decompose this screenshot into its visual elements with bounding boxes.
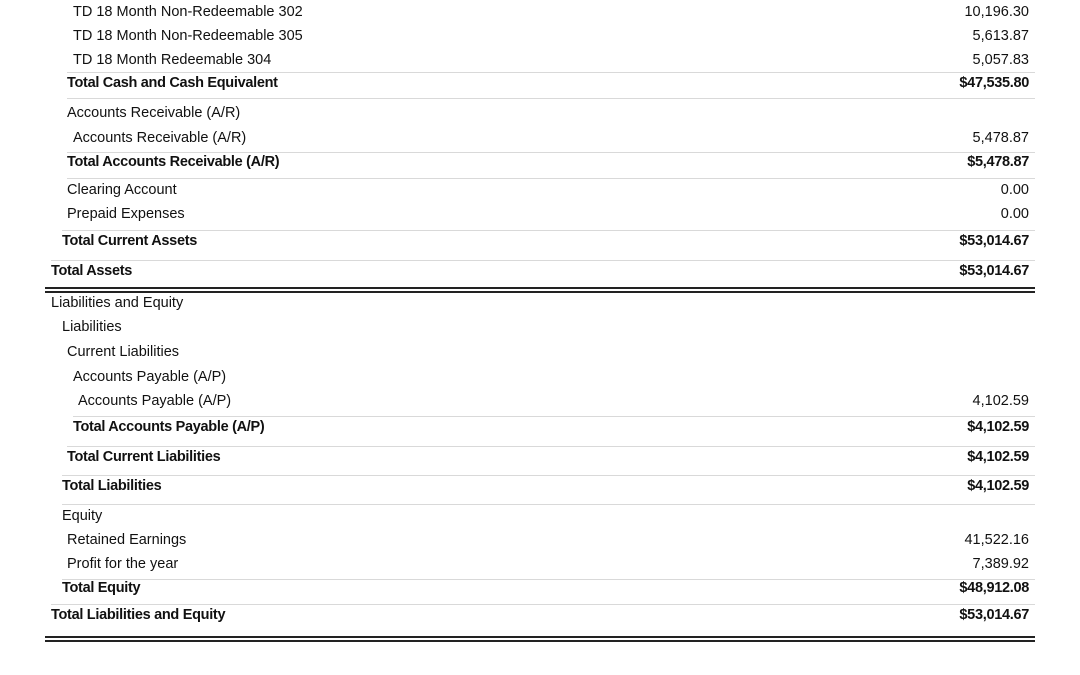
- account-row: [45, 390, 1035, 414]
- row-divider: [67, 152, 1035, 153]
- row-divider: [73, 416, 1035, 417]
- section-label: Accounts Payable (A/P): [73, 369, 227, 385]
- section-label: Equity: [62, 508, 103, 524]
- subtotal-amount: $53,014.67: [959, 233, 1029, 249]
- account-amount: 4,102.59: [972, 393, 1029, 409]
- subtotal-row: [45, 473, 1035, 502]
- section-header-row: [45, 366, 1035, 390]
- account-amount: 5,613.87: [972, 28, 1029, 44]
- row-divider: [67, 98, 1035, 99]
- row-divider: [51, 260, 1035, 261]
- total-amount: $53,014.67: [959, 607, 1029, 623]
- account-row: [45, 124, 1035, 148]
- subtotal-amount: $5,478.87: [967, 154, 1029, 170]
- account-label: Accounts Receivable (A/R): [73, 130, 247, 146]
- total-row: [45, 603, 1035, 633]
- subtotal-label: Total Accounts Payable (A/P): [73, 419, 265, 435]
- row-divider: [62, 579, 1035, 580]
- account-row: [45, 200, 1035, 224]
- total-label: Total Assets: [51, 263, 133, 279]
- section-header-row: [45, 293, 1035, 317]
- section-header-row: [45, 502, 1035, 527]
- subtotal-label: Total Accounts Receivable (A/R): [67, 154, 280, 170]
- section-header-row: [45, 342, 1035, 366]
- account-label: Accounts Payable (A/P): [78, 393, 232, 409]
- subtotal-label: Total Current Assets: [62, 233, 197, 249]
- account-row: [45, 24, 1035, 48]
- account-row: [45, 48, 1035, 72]
- subtotal-label: Total Cash and Cash Equivalent: [67, 75, 278, 91]
- account-amount: 0.00: [1000, 206, 1029, 222]
- account-row: [45, 551, 1035, 575]
- subtotal-row: [45, 72, 1035, 98]
- row-divider: [62, 504, 1035, 505]
- row-divider: [62, 230, 1035, 231]
- subtotal-amount: $4,102.59: [967, 449, 1029, 465]
- account-label: TD 18 Month Non-Redeemable 302: [73, 4, 303, 20]
- subtotal-amount: $48,912.08: [959, 580, 1029, 596]
- subtotal-label: Total Current Liabilities: [67, 449, 221, 465]
- account-amount: 0.00: [1000, 182, 1029, 198]
- account-amount: 7,389.92: [972, 556, 1029, 572]
- account-label: TD 18 Month Redeemable 304: [73, 52, 272, 68]
- account-amount: 41,522.16: [964, 532, 1029, 548]
- subtotal-row: [45, 444, 1035, 473]
- subtotal-row: [45, 414, 1035, 444]
- row-divider: [67, 72, 1035, 73]
- account-amount: 10,196.30: [964, 4, 1029, 20]
- subtotal-amount: $47,535.80: [959, 75, 1029, 91]
- row-divider: [67, 178, 1035, 179]
- section-label: Liabilities and Equity: [51, 295, 184, 311]
- subtotal-amount: $4,102.59: [967, 478, 1029, 494]
- balance-sheet-table: [45, 0, 1035, 642]
- section-label: Liabilities: [62, 319, 122, 335]
- section-label: Current Liabilities: [67, 344, 180, 360]
- total-row: [45, 253, 1035, 283]
- account-amount: 5,057.83: [972, 52, 1029, 68]
- row-divider: [67, 446, 1035, 447]
- account-label: TD 18 Month Non-Redeemable 305: [73, 28, 303, 44]
- total-amount: $53,014.67: [959, 263, 1029, 279]
- subtotal-row: [45, 224, 1035, 253]
- row-divider: [62, 475, 1035, 476]
- account-row: [45, 176, 1035, 200]
- account-amount: 5,478.87: [972, 130, 1029, 146]
- subtotal-label: Total Liabilities: [62, 478, 162, 494]
- account-label: Prepaid Expenses: [67, 206, 185, 222]
- account-label: Retained Earnings: [67, 532, 187, 548]
- account-row: [45, 527, 1035, 551]
- subtotal-amount: $4,102.59: [967, 419, 1029, 435]
- subtotal-label: Total Equity: [62, 580, 141, 596]
- account-row: [45, 0, 1035, 24]
- row-divider: [51, 604, 1035, 605]
- account-label: Clearing Account: [67, 182, 177, 198]
- account-label: Profit for the year: [67, 556, 179, 572]
- subtotal-row: [45, 575, 1035, 603]
- subtotal-row: [45, 148, 1035, 176]
- double-rule: [45, 636, 1035, 642]
- section-label: Accounts Receivable (A/R): [67, 105, 241, 121]
- total-label: Total Liabilities and Equity: [51, 607, 226, 623]
- section-header-row: [45, 98, 1035, 124]
- section-header-row: [45, 317, 1035, 342]
